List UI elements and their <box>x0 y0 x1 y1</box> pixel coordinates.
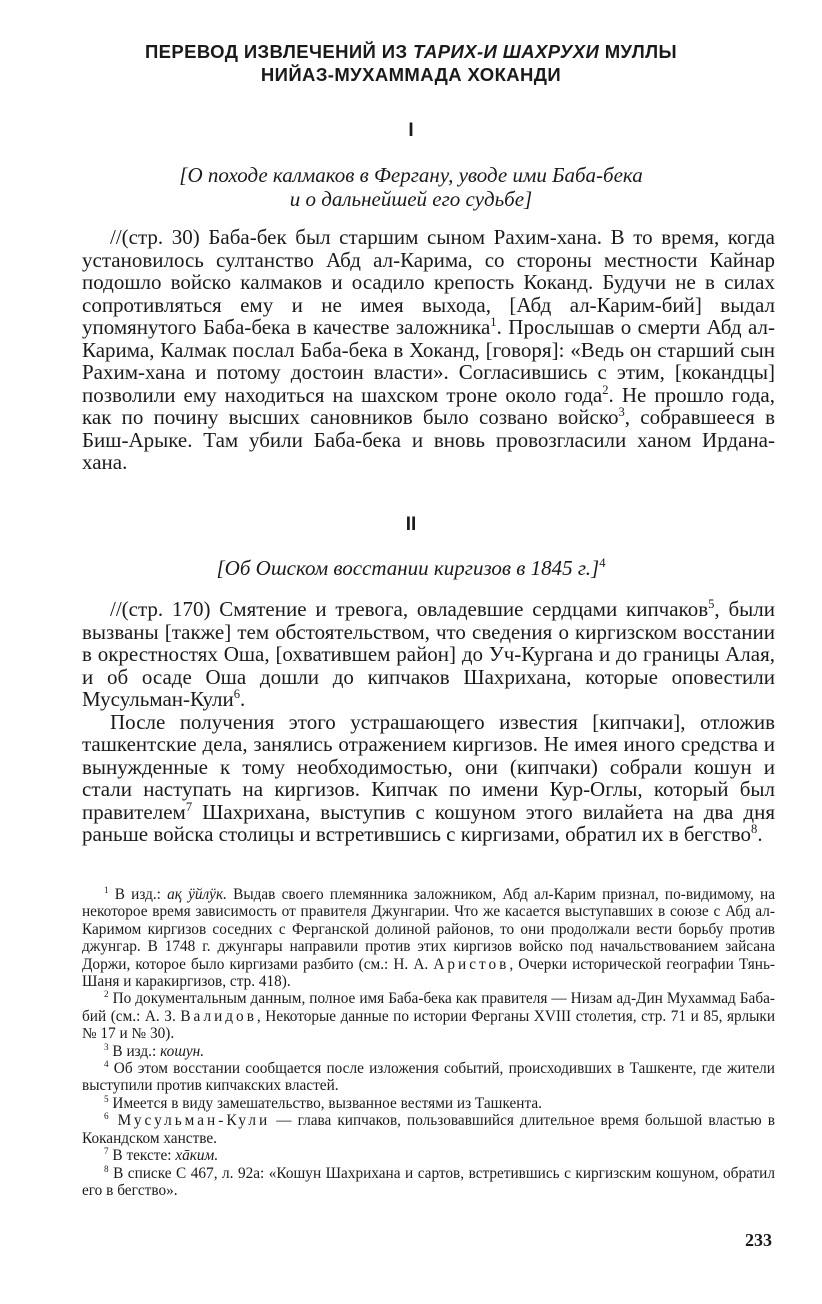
footnote-ref-3: 3 <box>618 405 625 419</box>
footnote-ref-5: 5 <box>708 597 715 611</box>
section1-numeral: I <box>408 120 414 141</box>
text-run: В изд.: <box>108 886 168 903</box>
text-run: . Не прошло года, как по почину высших сановников было созвано войско <box>82 382 775 429</box>
text-run: , были вызваны [также] тем обстоятельством, что сведения о киргизском восстании в окрестностях Оша, [охватившем район] до Уч-Кургана и до границы Алая, и об осаде Оша дошли до кипчаков Шахрихана, которые оповестили Мусульман-Кули <box>82 597 775 711</box>
footnote-ref-4: 4 <box>599 556 606 570</box>
title-line1-a: ПЕРЕВОД ИЗВЛЕЧЕНИЙ ИЗ <box>144 41 414 62</box>
section1-paragraph <box>82 226 775 474</box>
term: кошун. <box>160 1042 205 1060</box>
text-run: — глава кипчаков, пользовавшийся длительное время большой властью в Кокандском ханстве. <box>82 1112 775 1147</box>
text-run: После получения этого устрашающего известия [кипчаки], отложив ташкентские дела, занялись отражением киргизов. Не имея иного средства и вынужденные к тому необходимостью, они (кипчаки) собрали кошун и стали наступать на киргизов. Кипчак по имени Кур-Оглы, который был правителем <box>82 709 775 824</box>
section1-subtitle-line1: [О походе калмаков в Фергану, уводе ими Баба-бека <box>179 163 643 187</box>
footnote-7 <box>82 1147 775 1164</box>
footnote-1 <box>82 886 775 990</box>
section2-subtitle-text: [Об Ошском восстании киргизов в 1845 г.] <box>216 556 600 580</box>
author-name: Валидов <box>180 1007 257 1025</box>
text-run: Об этом восстании сообщается после изложения событий, происходивших в Ташкенте, где жители выступили против кипчакских властей. <box>82 1060 775 1095</box>
footnote-6 <box>82 1112 775 1147</box>
text-run: По документальным данным, полное имя Баба-бека как правителя — Низам ад-Дин Мухаммад Баба-бий (см.: А. З. <box>82 990 775 1025</box>
footnote-ref-1: 1 <box>490 315 497 329</box>
text-run: , Некоторые данные по истории Ферганы XVIII столетия, стр. 71 и 85, ярлыки № 17 и № 30). <box>82 1007 776 1043</box>
text-run: . <box>757 822 763 846</box>
term: хāким. <box>175 1147 219 1165</box>
section1-subtitle <box>80 163 742 211</box>
section2-body <box>82 598 775 846</box>
text-run: В списке С 467, л. 92а: «Кошун Шахрихана и сартов, встретившись с киргизским кошуном, обратил его в бегство». <box>82 1164 775 1199</box>
footnote-number: 7 <box>104 1146 109 1156</box>
footnote-5 <box>82 1095 775 1112</box>
section2-subtitle <box>80 556 742 580</box>
text-run: . <box>240 687 246 711</box>
text-run: , Очерки исторической географии Тянь-Шаня и каракиргизов, стр. 418). <box>82 955 776 991</box>
text-run: Выдав своего племянника заложником, Абд ал-Карим признал, по-видимому, на некоторое время зависимость от правителя Джунгарии. Что же касается выступавших в союзе с Абд ал-Каримом киргизов соседних с Ферганской долиной районов, то они продолжали вести борьбу против джунгар. В 1748 г. джунгары направили против этих киргизов войско под начальствованием зайсана Доржи, которое было киргизами разбито (см.: Н. А. <box>82 886 775 973</box>
footnotes <box>82 886 775 1199</box>
footnote-number: 3 <box>104 1041 109 1052</box>
footnote-2 <box>82 990 775 1042</box>
footnote-ref-6: 6 <box>233 687 241 701</box>
footnote-3 <box>82 1043 775 1060</box>
text-run: //(стр. 30) Баба-бек был старшим сыном Рахим-хана. В то время, когда установилось султанство Абд ал-Карима, со стороны местности Кайнар подошло войско калмаков и осадило крепость Коканд. Будучи не в силах сопротивляться ему и не имея выхода, [Абд ал-Карим-бий] выдал упомянутого Баба-бека в качестве заложника <box>82 225 775 339</box>
title-line1-b: ТАРИХ-И ШАХРУХИ <box>413 41 600 62</box>
footnote-number: 8 <box>104 1163 109 1174</box>
page-number: 233 <box>745 1230 772 1250</box>
footnote-number: 1 <box>104 884 109 895</box>
title-line1-c: МУЛЛЫ <box>599 41 678 62</box>
footnote-number: 2 <box>104 989 109 1000</box>
section1-body <box>82 226 775 474</box>
author-name: Аристов <box>433 955 510 973</box>
footnote-ref-2: 2 <box>602 382 609 397</box>
text-run: В изд.: <box>108 1042 161 1060</box>
term: ақ ӱйлӱк. <box>167 886 227 903</box>
footnote-ref-8: 8 <box>751 822 758 836</box>
text-run: , собравшееся в Биш-Арыке. Там убили Баба-бека и вновь провозгласили ханом Ирдана-хана. <box>82 405 775 474</box>
title-line2: НИЙАЗ-МУХАММАДА ХОКАНДИ <box>260 64 562 85</box>
section1-subtitle-line2: и о дальнейшей его судьбе] <box>289 187 533 211</box>
section2-paragraph-2 <box>82 711 775 846</box>
person-name: Мусульман-Кули <box>108 1112 271 1130</box>
text-run: //(стр. 170) Смятение и тревога, овладевшие сердцами кипчаков <box>110 597 709 621</box>
section2-numeral: II <box>405 514 417 535</box>
footnote-number: 4 <box>104 1058 109 1069</box>
text-run: Шахрихана, выступив с кошуном этого вилайета на два дня раньше войска столицы и встретившись с киргизами, обратил их в бегство <box>82 799 775 846</box>
text-run: . Прослышав о смерти Абд ал-Карима, Калмак послал Баба-бека в Хоканд, [говоря]: «Ведь он старший сын Рахим-хана и потому достоин власти». Согласившись с этим, [кокандцы] позволили ему находиться на шахском троне около года <box>82 315 775 407</box>
footnote-4 <box>82 1060 775 1095</box>
text-run: Имеется в виду замешательство, вызванное вестями из Ташкента. <box>108 1094 542 1112</box>
footnote-number: 5 <box>104 1093 109 1104</box>
section2-paragraph-1 <box>82 598 775 711</box>
footnote-number: 6 <box>104 1111 109 1122</box>
footnote-8 <box>82 1165 775 1200</box>
footnote-ref-7: 7 <box>185 799 193 814</box>
page-title <box>80 40 742 86</box>
text-run: В тексте: <box>108 1147 176 1165</box>
